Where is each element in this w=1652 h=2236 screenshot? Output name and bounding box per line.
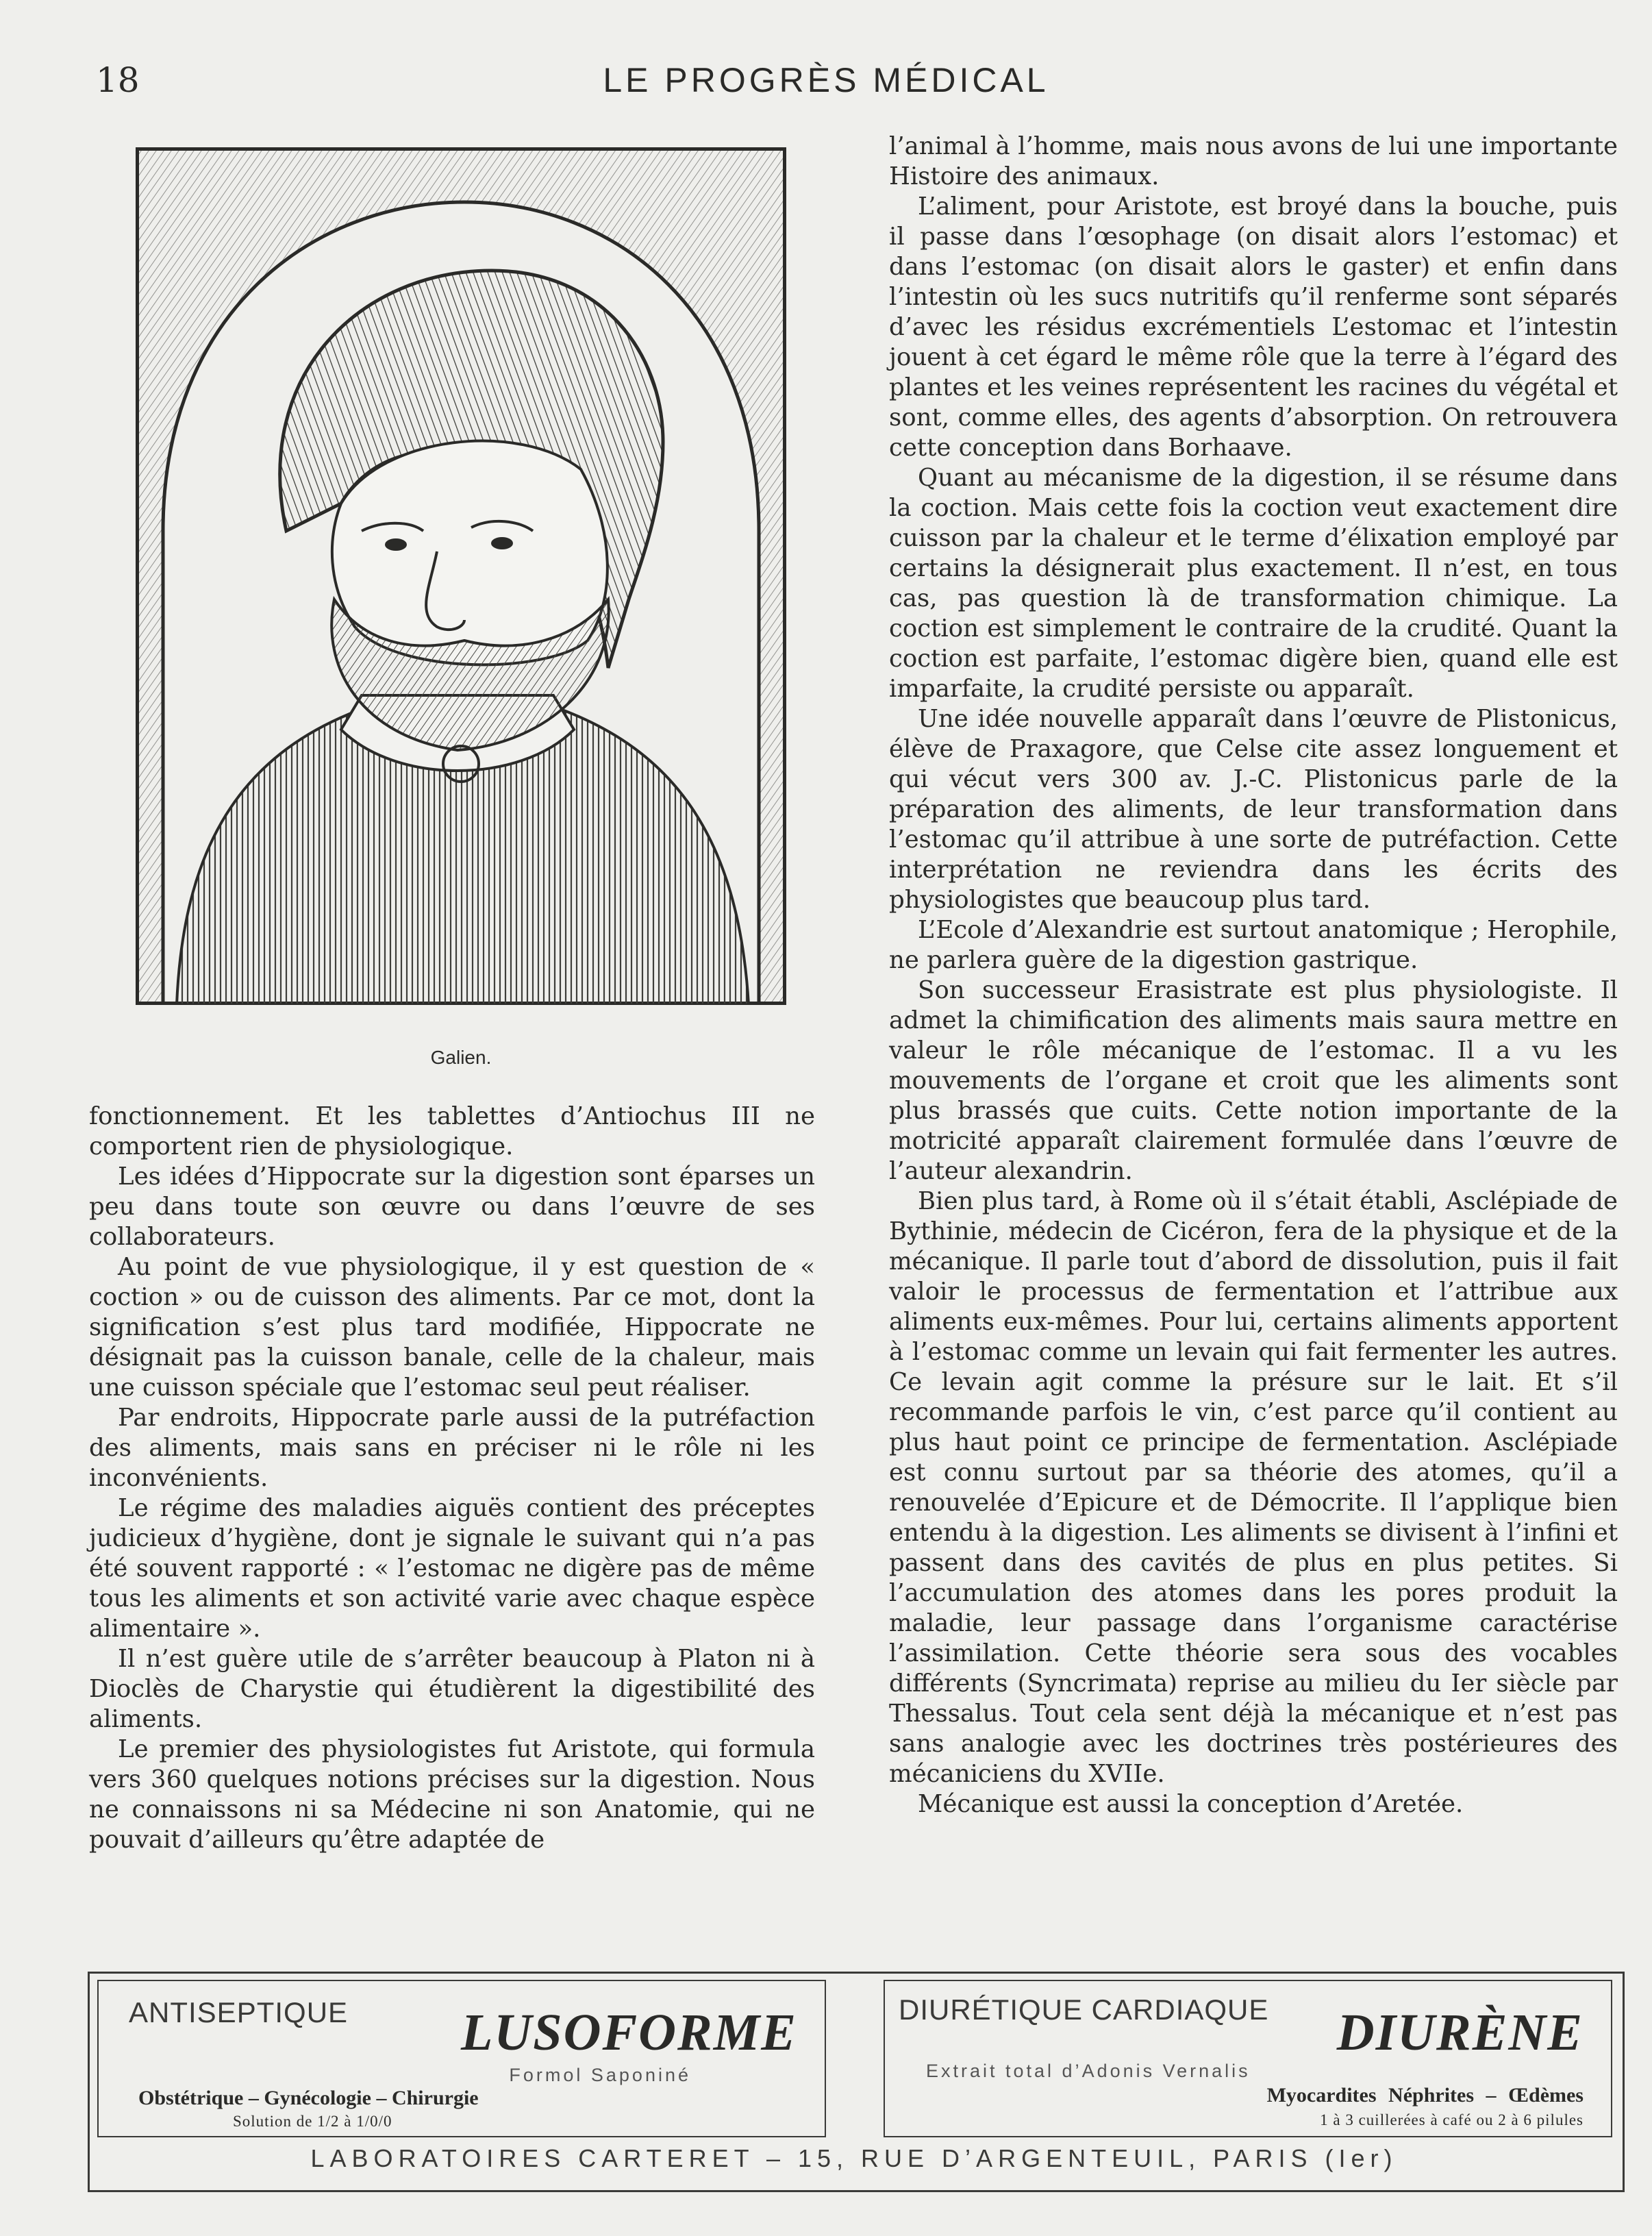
paragraph: Les idées d’Hippocrate sur la digestion sont éparses un peu dans toute son œuvre ou dans l’œuvre de ses collaborateurs. [89, 1163, 815, 1251]
ad-dosage: Solution de 1/2 à 1/0/0 [233, 2113, 392, 2130]
ad-brand: LUSOFORME [461, 2004, 797, 2061]
galen-portrait-engraving [136, 147, 786, 1005]
page-number: 18 [96, 60, 140, 100]
paragraph: Le régime des maladies aiguës contient des préceptes judicieux d’hygiène, dont je signale le suivant qui n’a pas été souvent rapporté : « l’estomac ne digère pas de même tous les aliments et son activité varie avec chaque espèce alimentaire ». [89, 1494, 815, 1643]
paragraph: fonctionnement. Et les tablettes d’Antiochus III ne comportent rien de physiologique. [89, 1102, 815, 1160]
paragraph: Par endroits, Hippocrate parle aussi de la putréfaction des aliments, mais sans en préciser ni le rôle ni les inconvénients. [89, 1404, 815, 1492]
paragraph: Quant au mécanisme de la digestion, il se résume dans la coction. Mais cette fois la coction veut exactement dire cuisson par la chaleur et le terme d’élixation employé par certains la désignerait plus exactement. Il n’est, en tous cas, pas question là de transformation chimique. La coction est simplement le contraire de la crudité. Quant la coction est parfaite, l’estomac digère bien, quand elle est imparfaite, la crudité persiste ou apparaît. [889, 464, 1618, 703]
ad-subtitle: Extrait total d’Adonis Vernalis [926, 2061, 1251, 2081]
ad-subtitle: Formol Saponiné [509, 2065, 691, 2085]
ad-category: DIURÉTIQUE CARDIAQUE [899, 1993, 1269, 2026]
paragraph: Mécanique est aussi la conception d’Aretée. [918, 1790, 1464, 1818]
paragraph: Une idée nouvelle apparaît dans l’œuvre de Plistonicus, élève de Praxagore, que Celse cite assez longuement et qui vécut vers 300 av. J.-C. Plistonicus parle de la préparation des aliments, de leur transformation dans l’estomac qu’il attribue à une sorte de putréfaction. Cette interprétation ne reviendra dans les écrits des physiologistes que beaucoup plus tard. [889, 705, 1618, 914]
paragraph: Son successeur Erasistrate est plus physiologiste. Il admet la chimification des aliments mais saura mettre en valeur le rôle mécanique de l’estomac. Il a vu les mouvements de l’organe et croit que les aliments sont plus brassés que cuits. Cette notion importante de la motricité apparaît clairement formulée dans l’œuvre de l’auteur alexandrin. [889, 976, 1618, 1185]
right-column [889, 132, 1618, 1819]
paragraph: Bien plus tard, à Rome où il s’était établi, Asclépiade de Bythinie, médecin de Cicéron, fera de la physique et de la mécanique. Il parle tout d’abord de dissolution, puis il fait valoir le processus de fermentation et l’attribue aux aliments eux-mêmes. Pour lui, certains aliments apportent à l’estomac comme un levain qui fait fermenter les autres. Ce levain agit comme la présure sur le lait. Et s’il recommande parfois le vin, c’est parce qu’il contient au plus haut point ce principe de fermentation. Asclépiade est connu surtout par sa théorie des atomes, qu’il a renouvelée d’Epicure et de Démocrite. Il l’applique bien entendu à la digestion. Les aliments se divisent à l’infini et passent dans des cavités de plus en plus petites. Si l’accumulation des atomes dans les pores produit la maladie, leur passage dans l’organisme caractérise l’assimilation. Cette théorie sera sous des vocables différents (Syncrimata) reprise au milieu du Ier siècle par Thessalus. Tout cela sent déjà la mécanique et n’est pas sans analogie avec les doctrines très postérieures des mécaniciens du XVIIe. [889, 1187, 1618, 1788]
ad-lusoforme [97, 1980, 826, 2137]
paragraph: L’Ecole d’Alexandrie est surtout anatomique ; Herophile, ne parlera guère de la digestion gastrique. [889, 916, 1618, 974]
figure-caption: Galien. [430, 1047, 492, 1068]
ad-brand: DIURÈNE [1336, 2004, 1584, 2061]
paragraph: l’animal à l’homme, mais nous avons de lui une importante Histoire des animaux. [889, 132, 1618, 190]
ad-diurene [884, 1980, 1612, 2137]
paragraph: Le premier des physiologistes fut Aristote, qui formula vers 360 quelques notions précises sur la digestion. Nous ne connaissons ni sa Médecine ni son Anatomie, qui ne pouvait d’ailleurs qu’être adaptée de [89, 1735, 815, 1854]
paragraph: Il n’est guère utile de s’arrêter beaucoup à Platon ni à Dioclès de Charystie qui étudièrent la digestibilité des aliments. [89, 1645, 815, 1733]
ad-dosage: 1 à 3 cuillerées à café ou 2 à 6 pilules [1320, 2111, 1584, 2128]
journal-title: LE PROGRÈS MÉDICAL [603, 61, 1049, 99]
paragraph: Au point de vue physiologique, il y est question de « coction » ou de cuisson des aliments. Par ce mot, dont la signification s’est plus tard modifiée, Hippocrate ne désignait pas la cuisson banale, celle de la chaleur, mais une cuisson spéciale que l’estomac seul peut réaliser. [89, 1253, 815, 1402]
ad-footer: LABORATOIRES CARTERET – 15, RUE D’ARGENTEUIL, PARIS (Ier) [310, 2144, 1398, 2172]
paragraph: L’aliment, pour Aristote, est broyé dans la bouche, puis il passe dans l’œsophage (on disait alors l’estomac) et dans l’estomac (on disait alors le gaster) et enfin dans l’intestin où les sucs nutritifs qu’il renferme sont séparés d’avec les résidus excrémentiels L’estomac et l’intestin jouent à cet égard le même rôle que la terre à l’égard des plantes et les veines représentent les racines du végétal et sont, comme elles, des agents d’absorption. On retrouvera cette conception dans Borhaave. [889, 192, 1618, 462]
ad-category: ANTISEPTIQUE [129, 1996, 349, 2028]
ad-uses: Obstétrique – Gynécologie – Chirurgie [138, 2087, 479, 2109]
left-column [89, 1102, 815, 1855]
ad-uses: Myocardites Néphrites – Œdèmes [1266, 2084, 1584, 2107]
